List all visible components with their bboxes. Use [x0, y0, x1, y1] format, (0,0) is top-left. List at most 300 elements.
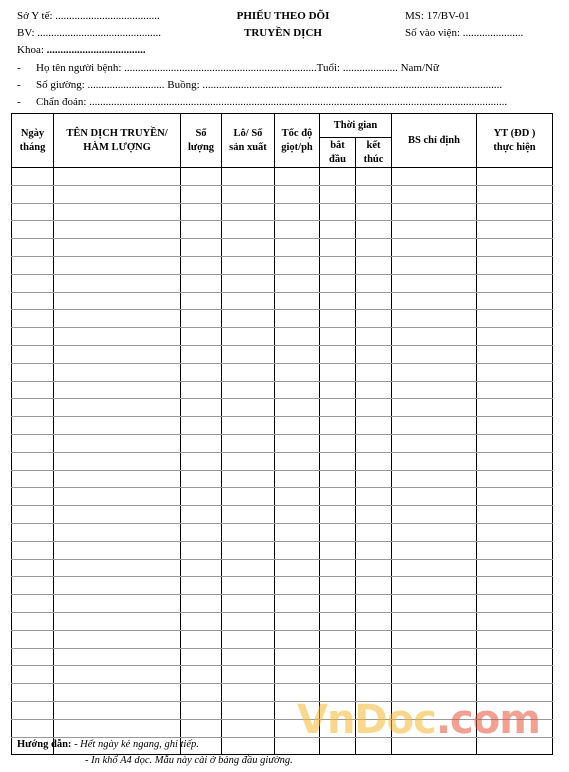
table-cell[interactable]: [477, 488, 553, 506]
table-cell[interactable]: [222, 488, 275, 506]
table-cell[interactable]: [392, 221, 477, 239]
table-cell[interactable]: [12, 612, 54, 630]
table-cell[interactable]: [12, 684, 54, 702]
table-cell[interactable]: [392, 470, 477, 488]
table-cell[interactable]: [275, 630, 320, 648]
table-cell[interactable]: [477, 310, 553, 328]
table-cell[interactable]: [275, 559, 320, 577]
table-cell[interactable]: [320, 577, 356, 595]
table-cell[interactable]: [275, 221, 320, 239]
table-cell[interactable]: [54, 452, 181, 470]
table-cell[interactable]: [275, 417, 320, 435]
table-cell[interactable]: [320, 595, 356, 613]
table-cell[interactable]: [54, 719, 181, 737]
table-cell[interactable]: [54, 506, 181, 524]
table-cell[interactable]: [12, 417, 54, 435]
table-row: [12, 506, 553, 524]
table-cell[interactable]: [320, 256, 356, 274]
table-cell[interactable]: [181, 470, 222, 488]
table-cell[interactable]: [54, 595, 181, 613]
table-cell[interactable]: [392, 256, 477, 274]
table-cell[interactable]: [54, 612, 181, 630]
table-cell[interactable]: [392, 434, 477, 452]
header-drip-rate: Tốc độ giọt/ph: [275, 114, 320, 168]
table-cell[interactable]: [392, 399, 477, 417]
table-cell[interactable]: [392, 239, 477, 257]
table-cell[interactable]: [54, 666, 181, 684]
table-cell[interactable]: [222, 577, 275, 595]
table-cell[interactable]: [477, 452, 553, 470]
table-cell[interactable]: [356, 345, 392, 363]
table-cell[interactable]: [477, 239, 553, 257]
table-cell[interactable]: [320, 506, 356, 524]
table-cell[interactable]: [477, 168, 553, 186]
table-cell[interactable]: [222, 417, 275, 435]
table-cell[interactable]: [275, 310, 320, 328]
table-cell[interactable]: [222, 399, 275, 417]
table-cell[interactable]: [12, 434, 54, 452]
table-cell[interactable]: [392, 274, 477, 292]
admission-number-field: Số vào viện: ......................: [405, 27, 524, 39]
table-cell[interactable]: [356, 292, 392, 310]
table-cell[interactable]: [54, 577, 181, 595]
table-cell[interactable]: [320, 328, 356, 346]
table-cell[interactable]: [54, 292, 181, 310]
table-cell[interactable]: [222, 595, 275, 613]
table-cell[interactable]: [222, 239, 275, 257]
table-cell[interactable]: [392, 417, 477, 435]
table-cell[interactable]: [477, 381, 553, 399]
table-cell[interactable]: [12, 719, 54, 737]
table-cell[interactable]: [181, 203, 222, 221]
table-cell[interactable]: [477, 256, 553, 274]
table-cell[interactable]: [222, 185, 275, 203]
table-cell[interactable]: [392, 381, 477, 399]
table-cell[interactable]: [477, 185, 553, 203]
table-cell[interactable]: [181, 310, 222, 328]
table-cell[interactable]: [477, 648, 553, 666]
table-cell[interactable]: [54, 345, 181, 363]
table-cell[interactable]: [54, 523, 181, 541]
table-cell[interactable]: [275, 203, 320, 221]
table-cell[interactable]: [222, 168, 275, 186]
table-cell[interactable]: [222, 506, 275, 524]
instructions: [17, 738, 199, 752]
table-cell[interactable]: [222, 292, 275, 310]
table-cell[interactable]: [222, 363, 275, 381]
bed-room-field: Số giường: ............................ Buồng: .............................................................................................................: [36, 79, 503, 91]
table-cell[interactable]: [356, 577, 392, 595]
table-cell[interactable]: [392, 595, 477, 613]
table-cell[interactable]: [181, 701, 222, 719]
health-department-field: Sở Y tế: ......................................: [17, 10, 160, 22]
table-cell[interactable]: [320, 399, 356, 417]
table-cell[interactable]: [54, 274, 181, 292]
table-cell[interactable]: [181, 328, 222, 346]
table-cell[interactable]: [54, 541, 181, 559]
table-cell[interactable]: [275, 292, 320, 310]
table-cell[interactable]: [181, 719, 222, 737]
table-cell[interactable]: [12, 256, 54, 274]
table-cell[interactable]: [477, 363, 553, 381]
table-cell[interactable]: [275, 452, 320, 470]
table-row: [12, 399, 553, 417]
table-cell[interactable]: [356, 363, 392, 381]
table-cell[interactable]: [320, 239, 356, 257]
table-cell[interactable]: [222, 719, 275, 737]
table-row: [12, 185, 553, 203]
table-row: [12, 363, 553, 381]
table-cell[interactable]: [222, 345, 275, 363]
table-cell[interactable]: [222, 648, 275, 666]
table-cell[interactable]: [392, 203, 477, 221]
table-row: [12, 630, 553, 648]
table-cell[interactable]: [356, 488, 392, 506]
table-cell[interactable]: [320, 185, 356, 203]
table-cell[interactable]: [392, 541, 477, 559]
table-row: [12, 310, 553, 328]
table-cell[interactable]: [181, 434, 222, 452]
table-cell[interactable]: [477, 523, 553, 541]
table-cell[interactable]: [222, 470, 275, 488]
table-cell[interactable]: [356, 612, 392, 630]
table-cell[interactable]: [12, 381, 54, 399]
table-row: [12, 595, 553, 613]
table-cell[interactable]: [54, 168, 181, 186]
table-cell[interactable]: [12, 185, 54, 203]
table-cell[interactable]: [222, 221, 275, 239]
table-cell[interactable]: [54, 648, 181, 666]
table-cell[interactable]: [392, 363, 477, 381]
table-cell[interactable]: [12, 666, 54, 684]
table-cell[interactable]: [275, 256, 320, 274]
table-cell[interactable]: [181, 452, 222, 470]
table-cell[interactable]: [275, 168, 320, 186]
table-cell[interactable]: [392, 630, 477, 648]
table-cell[interactable]: [181, 363, 222, 381]
table-cell[interactable]: [275, 399, 320, 417]
table-cell[interactable]: [54, 381, 181, 399]
table-cell[interactable]: [222, 328, 275, 346]
table-row: [12, 488, 553, 506]
table-row: [12, 523, 553, 541]
table-cell[interactable]: [54, 256, 181, 274]
table-cell[interactable]: [181, 666, 222, 684]
table-cell[interactable]: [12, 470, 54, 488]
table-cell[interactable]: [54, 434, 181, 452]
dash-3: -: [17, 96, 21, 108]
table-cell[interactable]: [54, 630, 181, 648]
table-row: [12, 541, 553, 559]
table-cell[interactable]: [12, 701, 54, 719]
table-cell[interactable]: [181, 381, 222, 399]
table-cell[interactable]: [356, 256, 392, 274]
table-cell[interactable]: [181, 274, 222, 292]
table-cell[interactable]: [12, 452, 54, 470]
table-cell[interactable]: [275, 274, 320, 292]
table-cell[interactable]: [392, 559, 477, 577]
table-cell[interactable]: [320, 274, 356, 292]
table-cell[interactable]: [356, 399, 392, 417]
table-cell[interactable]: [392, 488, 477, 506]
table-cell[interactable]: [12, 559, 54, 577]
table-cell[interactable]: [392, 506, 477, 524]
table-cell[interactable]: [222, 203, 275, 221]
header-start: bắt đầu: [320, 138, 356, 168]
table-cell[interactable]: [54, 399, 181, 417]
table-cell[interactable]: [356, 185, 392, 203]
header-end: kết thúc: [356, 138, 392, 168]
table-cell[interactable]: [181, 256, 222, 274]
table-cell[interactable]: [222, 434, 275, 452]
table-cell[interactable]: [320, 559, 356, 577]
table-cell[interactable]: [181, 577, 222, 595]
table-cell[interactable]: [181, 612, 222, 630]
table-cell[interactable]: [222, 523, 275, 541]
form-code: MS: 17/BV-01: [405, 10, 470, 22]
table-cell[interactable]: [392, 666, 477, 684]
table-cell[interactable]: [356, 381, 392, 399]
table-cell[interactable]: [181, 684, 222, 702]
table-cell[interactable]: [320, 221, 356, 239]
table-cell[interactable]: [392, 452, 477, 470]
table-cell[interactable]: [356, 595, 392, 613]
table-cell[interactable]: [356, 452, 392, 470]
table-cell[interactable]: [54, 470, 181, 488]
table-cell[interactable]: [356, 221, 392, 239]
table-cell[interactable]: [392, 648, 477, 666]
table-cell[interactable]: [12, 577, 54, 595]
table-cell[interactable]: [392, 577, 477, 595]
table-cell[interactable]: [320, 541, 356, 559]
table-cell[interactable]: [181, 595, 222, 613]
table-cell[interactable]: [54, 559, 181, 577]
table-cell[interactable]: [12, 399, 54, 417]
table-cell[interactable]: [477, 470, 553, 488]
table-cell[interactable]: [12, 648, 54, 666]
table-cell[interactable]: [275, 541, 320, 559]
table-cell[interactable]: [181, 345, 222, 363]
table-cell[interactable]: [275, 595, 320, 613]
table-cell[interactable]: [356, 648, 392, 666]
table-cell[interactable]: [181, 292, 222, 310]
table-cell[interactable]: [320, 523, 356, 541]
table-cell[interactable]: [12, 630, 54, 648]
table-cell[interactable]: [356, 417, 392, 435]
table-cell[interactable]: [12, 328, 54, 346]
table-cell[interactable]: [54, 701, 181, 719]
table-cell[interactable]: [12, 168, 54, 186]
table-cell[interactable]: [181, 559, 222, 577]
table-cell[interactable]: [12, 310, 54, 328]
table-cell[interactable]: [54, 239, 181, 257]
table-cell[interactable]: [54, 185, 181, 203]
table-cell[interactable]: [181, 506, 222, 524]
table-cell[interactable]: [275, 666, 320, 684]
table-cell[interactable]: [222, 541, 275, 559]
table-cell[interactable]: [320, 470, 356, 488]
table-cell[interactable]: [477, 292, 553, 310]
table-cell[interactable]: [392, 168, 477, 186]
table-cell[interactable]: [320, 666, 356, 684]
table-cell[interactable]: [320, 417, 356, 435]
table-cell[interactable]: [356, 310, 392, 328]
table-cell[interactable]: [54, 203, 181, 221]
table-cell[interactable]: [320, 488, 356, 506]
table-cell[interactable]: [12, 292, 54, 310]
table-cell[interactable]: [275, 381, 320, 399]
table-cell[interactable]: [54, 310, 181, 328]
table-cell[interactable]: [12, 541, 54, 559]
table-cell[interactable]: [222, 381, 275, 399]
table-cell[interactable]: [12, 523, 54, 541]
table-cell[interactable]: [320, 203, 356, 221]
table-cell[interactable]: [392, 185, 477, 203]
table-cell[interactable]: [12, 221, 54, 239]
table-cell[interactable]: [392, 523, 477, 541]
watermark-part2: .com: [435, 697, 540, 743]
table-cell[interactable]: [275, 239, 320, 257]
table-cell[interactable]: [222, 452, 275, 470]
table-cell[interactable]: [320, 168, 356, 186]
vndoc-watermark-logo: [297, 697, 540, 743]
table-cell[interactable]: [181, 185, 222, 203]
table-cell[interactable]: [320, 310, 356, 328]
table-cell[interactable]: [222, 666, 275, 684]
table-cell[interactable]: [477, 274, 553, 292]
table-cell[interactable]: [477, 541, 553, 559]
table-cell[interactable]: [12, 488, 54, 506]
table-cell[interactable]: [477, 221, 553, 239]
table-cell[interactable]: [222, 684, 275, 702]
table-cell[interactable]: [275, 363, 320, 381]
table-cell[interactable]: [54, 221, 181, 239]
table-cell[interactable]: [320, 648, 356, 666]
table-cell[interactable]: [356, 168, 392, 186]
table-cell[interactable]: [477, 417, 553, 435]
table-cell[interactable]: [320, 630, 356, 648]
instruction-2-wrap: [85, 754, 293, 768]
table-cell[interactable]: [54, 684, 181, 702]
table-cell[interactable]: [222, 612, 275, 630]
table-cell[interactable]: [477, 595, 553, 613]
table-cell[interactable]: [320, 345, 356, 363]
table-cell[interactable]: [275, 612, 320, 630]
table-cell[interactable]: [392, 328, 477, 346]
table-cell[interactable]: [275, 185, 320, 203]
table-cell[interactable]: [477, 630, 553, 648]
table-cell[interactable]: [477, 203, 553, 221]
table-cell[interactable]: [181, 541, 222, 559]
table-cell[interactable]: [275, 523, 320, 541]
table-cell[interactable]: [181, 523, 222, 541]
table-cell[interactable]: [356, 541, 392, 559]
table-cell[interactable]: [275, 345, 320, 363]
table-cell[interactable]: [12, 595, 54, 613]
table-cell[interactable]: [54, 417, 181, 435]
table-cell[interactable]: [12, 239, 54, 257]
table-cell[interactable]: [477, 666, 553, 684]
table-cell[interactable]: [275, 470, 320, 488]
table-cell[interactable]: [12, 363, 54, 381]
table-cell[interactable]: [12, 274, 54, 292]
table-cell[interactable]: [392, 612, 477, 630]
table-cell[interactable]: [392, 310, 477, 328]
table-cell[interactable]: [222, 701, 275, 719]
table-cell[interactable]: [54, 363, 181, 381]
table-cell[interactable]: [181, 399, 222, 417]
table-cell[interactable]: [356, 506, 392, 524]
table-cell[interactable]: [356, 630, 392, 648]
table-cell[interactable]: [477, 559, 553, 577]
table-cell[interactable]: [356, 203, 392, 221]
header-quantity: Số lượng: [181, 114, 222, 168]
table-cell[interactable]: [356, 559, 392, 577]
header-nurse: YT (ĐD ) thực hiện: [477, 114, 553, 168]
table-cell[interactable]: [12, 345, 54, 363]
infusion-table: [11, 113, 553, 755]
table-cell[interactable]: [12, 506, 54, 524]
table-cell[interactable]: [477, 612, 553, 630]
table-cell[interactable]: [275, 648, 320, 666]
table-cell[interactable]: [356, 239, 392, 257]
table-cell[interactable]: [320, 292, 356, 310]
table-cell[interactable]: [181, 417, 222, 435]
table-cell[interactable]: [356, 470, 392, 488]
table-cell[interactable]: [181, 168, 222, 186]
table-cell[interactable]: [181, 648, 222, 666]
table-cell[interactable]: [320, 452, 356, 470]
table-cell[interactable]: [275, 328, 320, 346]
table-cell[interactable]: [320, 363, 356, 381]
table-cell[interactable]: [222, 310, 275, 328]
table-cell[interactable]: [477, 506, 553, 524]
table-cell[interactable]: [222, 559, 275, 577]
table-cell[interactable]: [54, 488, 181, 506]
table-cell[interactable]: [181, 221, 222, 239]
table-cell[interactable]: [12, 203, 54, 221]
table-cell[interactable]: [275, 506, 320, 524]
table-cell[interactable]: [222, 274, 275, 292]
table-cell[interactable]: [477, 399, 553, 417]
table-cell[interactable]: [392, 345, 477, 363]
table-cell[interactable]: [222, 737, 275, 755]
table-cell[interactable]: [320, 612, 356, 630]
table-cell[interactable]: [477, 577, 553, 595]
table-cell[interactable]: [181, 630, 222, 648]
table-cell[interactable]: [222, 630, 275, 648]
table-cell[interactable]: [356, 274, 392, 292]
table-cell[interactable]: [320, 381, 356, 399]
table-cell[interactable]: [356, 666, 392, 684]
table-cell[interactable]: [477, 434, 553, 452]
table-cell[interactable]: [181, 488, 222, 506]
table-cell[interactable]: [356, 434, 392, 452]
table-cell[interactable]: [275, 488, 320, 506]
table-cell[interactable]: [356, 523, 392, 541]
table-cell[interactable]: [222, 256, 275, 274]
table-cell[interactable]: [477, 345, 553, 363]
table-cell[interactable]: [477, 328, 553, 346]
table-cell[interactable]: [320, 434, 356, 452]
table-cell[interactable]: [356, 328, 392, 346]
table-cell[interactable]: [181, 239, 222, 257]
table-cell[interactable]: [275, 434, 320, 452]
table-cell[interactable]: [275, 577, 320, 595]
table-cell[interactable]: [54, 328, 181, 346]
table-cell[interactable]: [392, 292, 477, 310]
table-row: [12, 559, 553, 577]
